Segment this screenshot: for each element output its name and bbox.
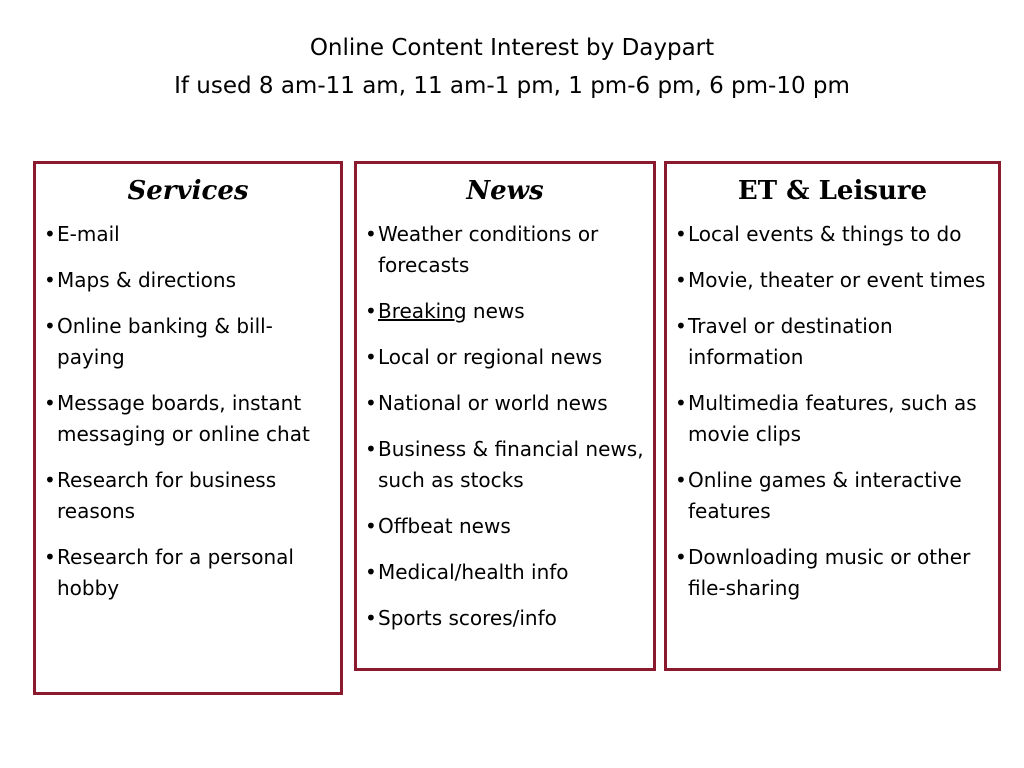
news-item: • Sports scores/info xyxy=(357,603,653,634)
services-heading: Services xyxy=(127,176,249,206)
services-item: • Online banking & bill-paying xyxy=(36,311,340,373)
leisure-item: • Multimedia features, such as movie clips xyxy=(667,388,998,450)
news-item: • Medical/health info xyxy=(357,557,653,588)
leisure-heading: ET & Leisure xyxy=(737,176,928,206)
leisure-item: • Online games & interactive features xyxy=(667,465,998,527)
services-item: • E-mail xyxy=(36,219,340,250)
breaking-emphasis: Breaking xyxy=(378,299,467,323)
services-item: • Message boards, instant messaging or online chat xyxy=(36,388,340,450)
news-item: • Local or regional news xyxy=(357,342,653,373)
services-item: • Research for business reasons xyxy=(36,465,340,527)
news-list xyxy=(357,219,653,634)
news-item: • Business & financial news, such as stocks xyxy=(357,434,653,496)
slide-subtitle: If used 8 am-11 am, 11 am-1 pm, 1 pm-6 pm, 6 pm-10 pm xyxy=(174,73,850,99)
leisure-list xyxy=(667,219,998,604)
slide-title: Online Content Interest by Daypart xyxy=(309,35,715,61)
news-item: • National or world news xyxy=(357,388,653,419)
leisure-box xyxy=(664,161,1001,671)
services-item: • Research for a personal hobby xyxy=(36,542,340,604)
news-box xyxy=(354,161,656,671)
services-list xyxy=(36,219,340,604)
services-box xyxy=(33,161,343,695)
leisure-item: • Downloading music or other file-sharing xyxy=(667,542,998,604)
news-item: • Offbeat news xyxy=(357,511,653,542)
news-item xyxy=(357,296,653,327)
leisure-item: • Movie, theater or event times xyxy=(667,265,998,296)
leisure-item: • Travel or destination information xyxy=(667,311,998,373)
breaking-rest: news xyxy=(466,299,525,323)
leisure-item: • Local events & things to do xyxy=(667,219,998,250)
services-item: • Maps & directions xyxy=(36,265,340,296)
news-item: • Weather conditions or forecasts xyxy=(357,219,653,281)
news-heading: News xyxy=(466,176,544,206)
